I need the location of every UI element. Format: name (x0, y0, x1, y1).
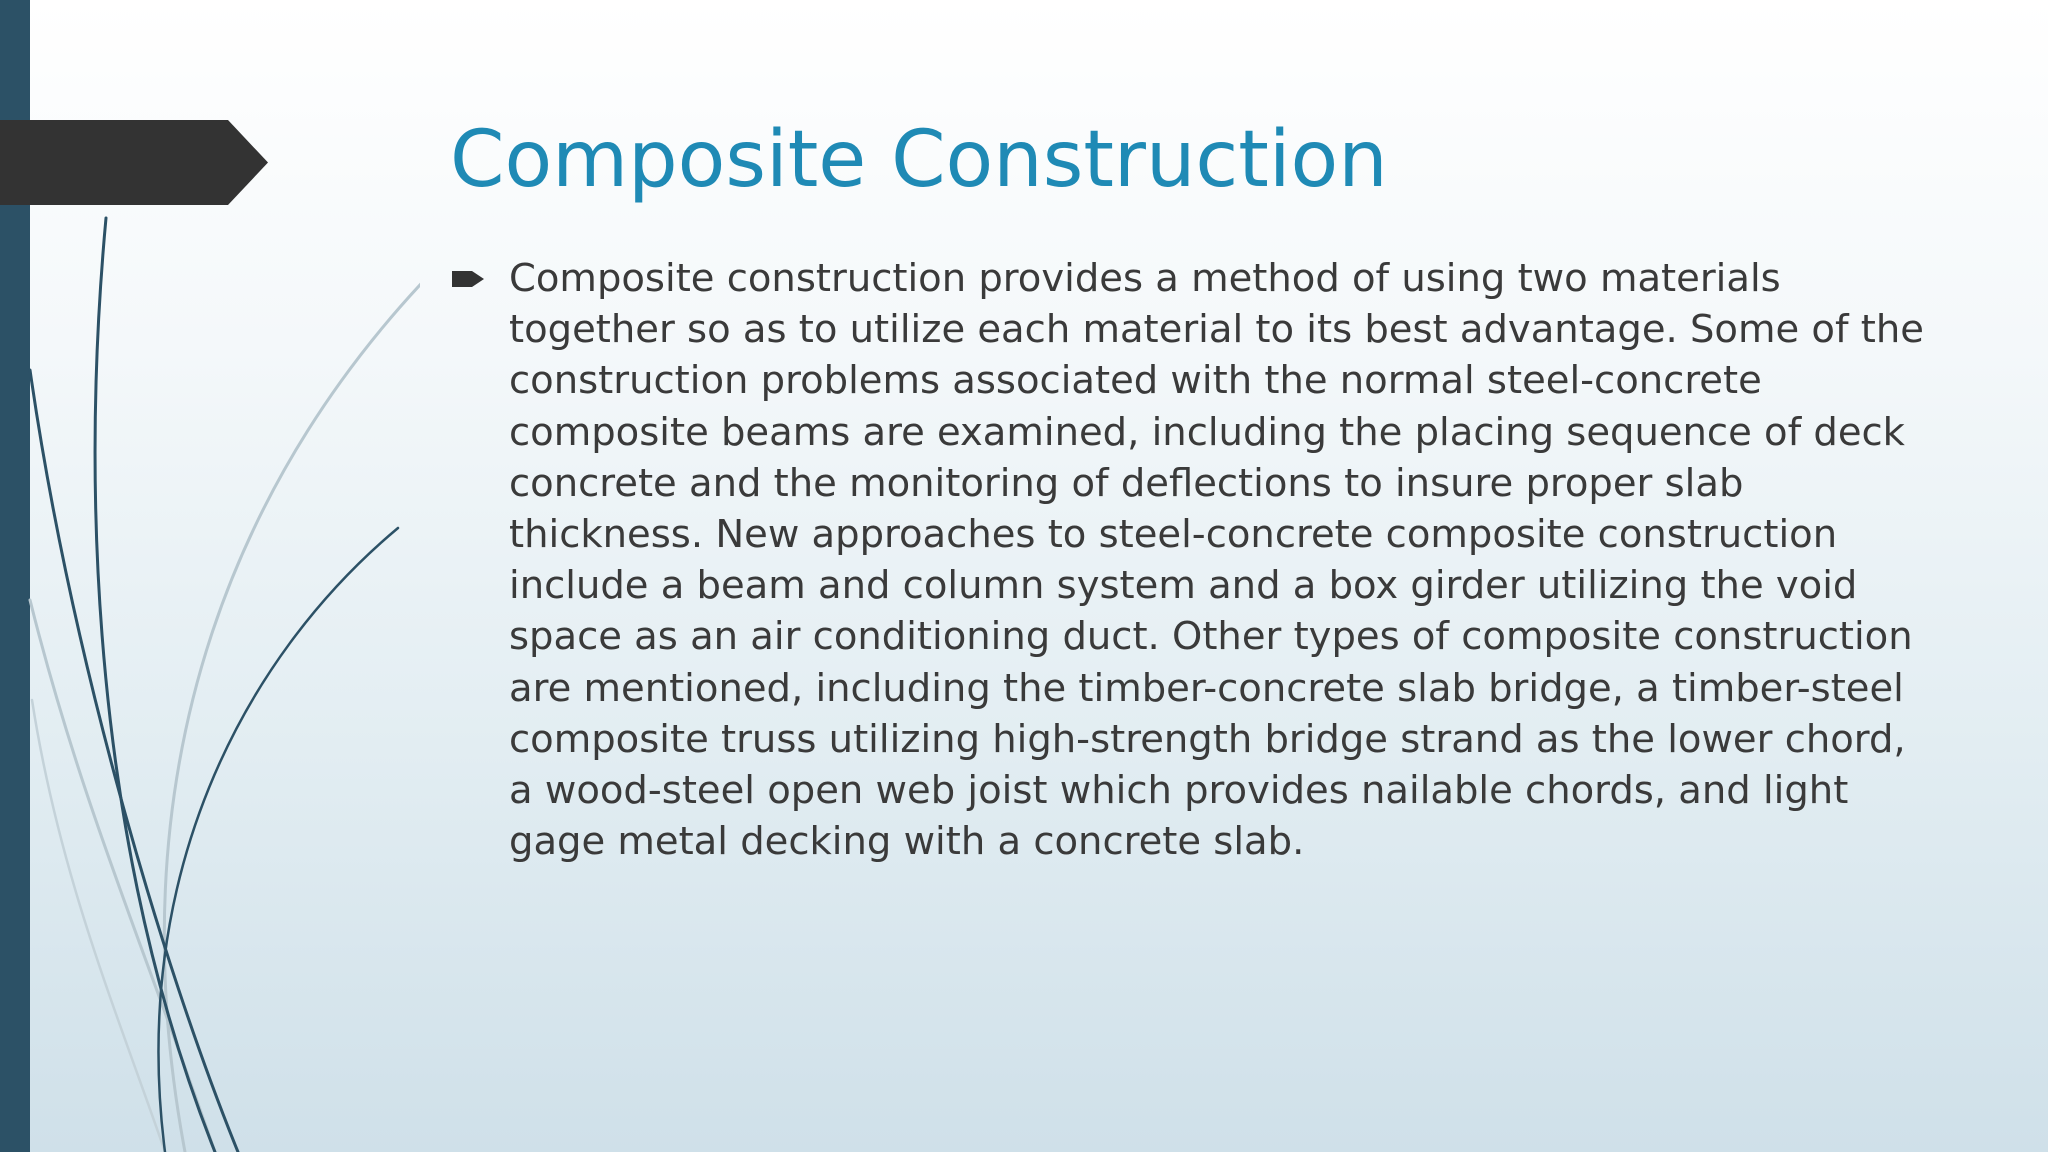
slide-title: Composite Construction (450, 115, 1388, 205)
curve-light-2 (30, 600, 215, 1152)
arrow-right-bullet-icon (452, 268, 484, 290)
curve-dark-2 (158, 528, 398, 1152)
curve-dark-3 (30, 370, 238, 1152)
bullet-item (450, 253, 1930, 867)
title-tab-arrow (0, 120, 268, 205)
content-area (450, 253, 1930, 867)
bullet-text: Composite construction provides a method of using two materials together so as to utilize each material to its best advantage. Some of the construction problems associated with the normal steel-concrete composite beams are examined, including the placing sequence of deck concrete and the monitoring of deflections to insure proper slab thickness. New approaches to steel-concrete composite construction include a beam and column system and a box girder utilizing the void space as an air conditioning duct. Other types of composite construction are mentioned, including the timber-concrete slab bridge, a timber-steel composite truss utilizing high-strength bridge strand as the lower chord, a wood-steel open web joist which provides nailable chords, and light gage metal decking with a concrete slab. (509, 256, 1924, 865)
curve-light-1 (164, 268, 420, 1152)
